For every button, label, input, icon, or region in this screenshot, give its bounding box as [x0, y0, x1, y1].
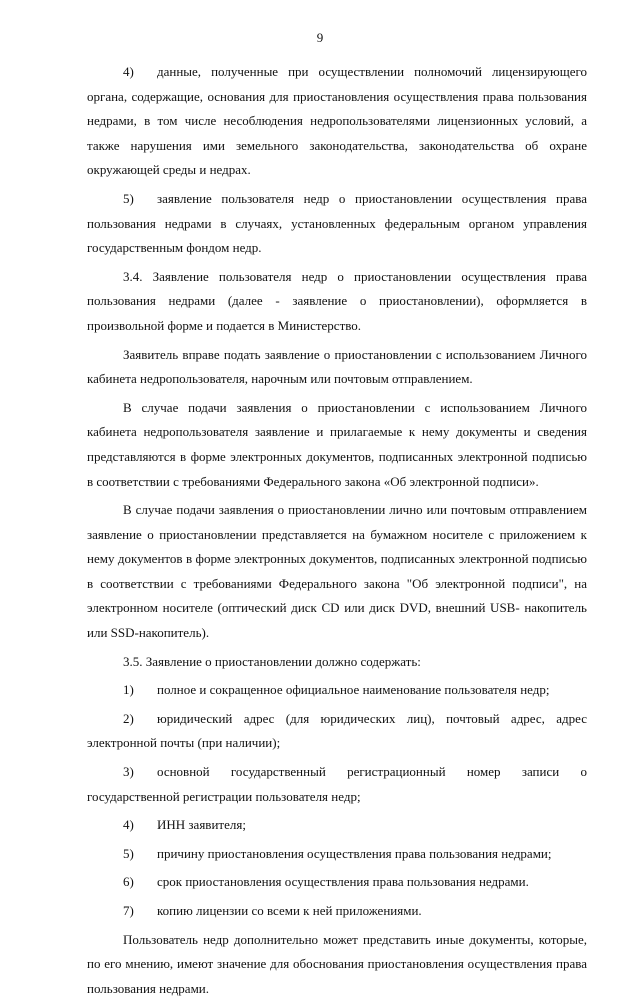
- item-text: копию лицензии со всеми к ней приложениями.: [157, 903, 422, 918]
- list-item: [87, 60, 587, 183]
- item-text: ИНН заявителя;: [157, 817, 246, 833]
- paragraph: [87, 396, 587, 494]
- list-item: [87, 760, 587, 809]
- paragraph: [87, 928, 587, 1002]
- paragraph-text: 3.4. Заявление пользователя недр о приостановлении осуществления права пользования недрами (далее - заявление о приостановлении), оформляется в произвольной форме и подается в Министерство.: [87, 268, 587, 333]
- item-text: причину приостановления осуществления права пользования недрами;: [157, 845, 552, 861]
- item-number: 6): [123, 874, 134, 890]
- item-number: 3): [123, 764, 134, 780]
- list-item: [87, 813, 587, 838]
- list-item: [87, 870, 587, 895]
- paragraph: [87, 650, 587, 675]
- item-number: 4): [123, 64, 134, 79]
- list-item: [87, 899, 587, 924]
- item-text: юридический адрес (для юридических лиц), почтовый адрес, адрес электронной почты (при наличии);: [87, 710, 587, 751]
- paragraph-text: Пользователь недр дополнительно может представить иные документы, которые, по его мнению, имеют значение для обоснования приостановления осуществления права пользования недрами.: [87, 931, 587, 996]
- item-number: 5): [123, 190, 134, 206]
- document-body: [87, 60, 587, 1005]
- paragraph-text: 3.5. Заявление о приостановлении должно содержать:: [123, 653, 421, 669]
- item-text: полное и сокращенное официальное наименование пользователя недр;: [157, 682, 550, 698]
- item-number: 5): [123, 845, 134, 861]
- paragraph-text: В случае подачи заявления о приостановлении лично или почтовым отправлением заявление о приостановлении представляется на бумажном носителе с приложением к нему документов в форме электронных документов, подписанных электронной подписью в соответствии с требованиями Федерального закона "Об электронной подписи", на электронном носителе (оптический диск CD или диск DVD, внешний USB- накопитель или SSD-накопитель).: [87, 502, 587, 641]
- list-item: [87, 842, 587, 867]
- paragraph: [87, 498, 587, 646]
- paragraph: [87, 343, 587, 392]
- paragraph-text: В случае подачи заявления о приостановлении с использованием Личного кабинета недропользователя заявление и прилагаемые к нему документы и сведения представляются в форме электронных документов, подписанных электронной подписью в соответствии с требованиями Федерального закона «Об электронной подписи».: [87, 399, 587, 489]
- page-number: 9: [316, 30, 324, 45]
- item-number: 1): [123, 682, 134, 698]
- paragraph: [87, 265, 587, 339]
- item-number: 4): [123, 817, 134, 833]
- list-item: [87, 678, 587, 703]
- item-text: заявление пользователя недр о приостановлении осуществления права пользования недрами в случаях, установленных федеральным органом управления государственным фондом недр.: [87, 190, 587, 256]
- item-text: данные, полученные при осуществлении полномочий лицензирующего органа, содержащие, основания для приостановления осуществления права пользования недрами, в том числе несоблюдения недропользователями лицензионных условий, а также нарушения ими земельного законодательства, законодательства об охране окружающей среды и недрах.: [87, 64, 587, 178]
- item-number: 7): [123, 903, 134, 918]
- list-item: [87, 707, 587, 756]
- list-item: [87, 187, 587, 261]
- item-number: 2): [123, 710, 134, 726]
- item-text: срок приостановления осуществления права пользования недрами.: [157, 874, 529, 890]
- paragraph-text: Заявитель вправе подать заявление о приостановлении с использованием Личного кабинета недропользователя, нарочным или почтовым отправлением.: [87, 346, 587, 387]
- item-text: основной государственный регистрационный номер записи о государственной регистрации пользователя недр;: [87, 764, 587, 804]
